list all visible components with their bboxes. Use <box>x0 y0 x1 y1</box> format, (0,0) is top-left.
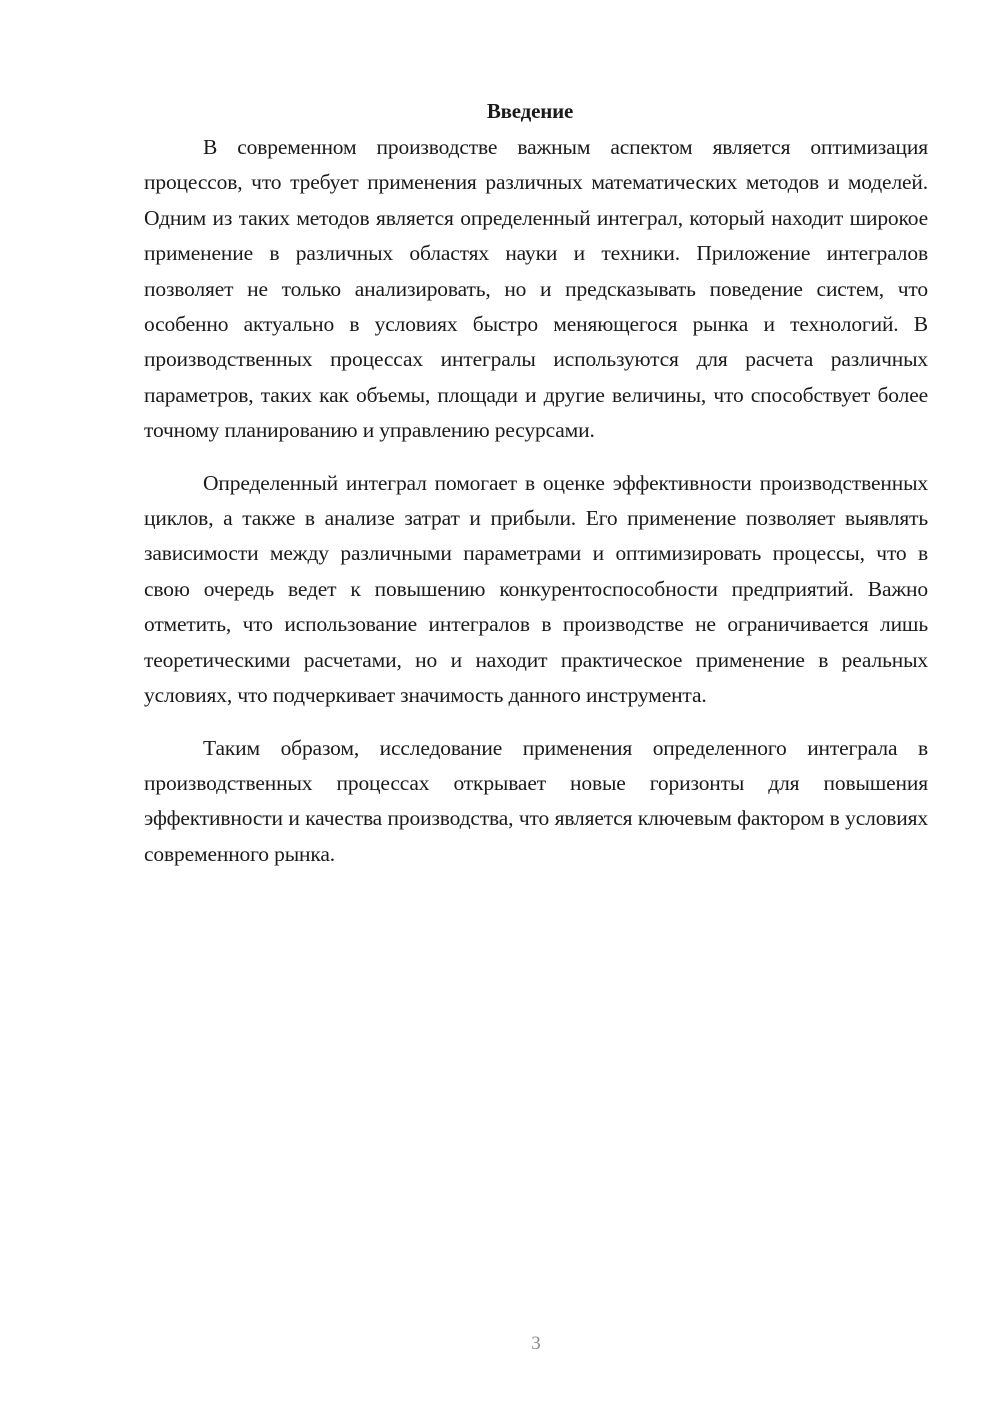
section-title: Введение <box>486 99 574 123</box>
page-content <box>144 96 928 889</box>
paragraph-1: В современном производстве важным аспектом является оптимизация процессов, что требует применения различных математических методов и моделей. Одним из таких методов является определенный интеграл, который находит широкое применение в различных областях науки и техники. Приложение интегралов позволяет не только анализировать, но и предсказывать поведение систем, что особенно актуально в условиях быстро меняющегося рынка и технологий. В производственных процессах интегралы используются для расчета различных параметров, таких как объемы, площади и другие величины, что способствует более точному планированию и управлению ресурсами. <box>144 135 928 443</box>
paragraph-3: Таким образом, исследование применения определенного интеграла в производственных процессах открывает новые горизонты для повышения эффективности и качества производства, что является ключевым фактором в условиях современного рынка. <box>144 735 928 866</box>
page-number: 3 <box>531 1333 541 1354</box>
paragraph-2: Определенный интеграл помогает в оценке эффективности производственных циклов, а также в анализе затрат и прибыли. Его применение позволяет выявлять зависимости между различными параметрами и оптимизировать процессы, что в свою очередь ведет к повышению конкурентоспособности предприятий. Важно отметить, что использование интегралов в производстве не ограничивается лишь теоретическими расчетами, но и находит практическое применение в реальных условиях, что подчеркивает значимость данного инструмента. <box>144 470 928 708</box>
